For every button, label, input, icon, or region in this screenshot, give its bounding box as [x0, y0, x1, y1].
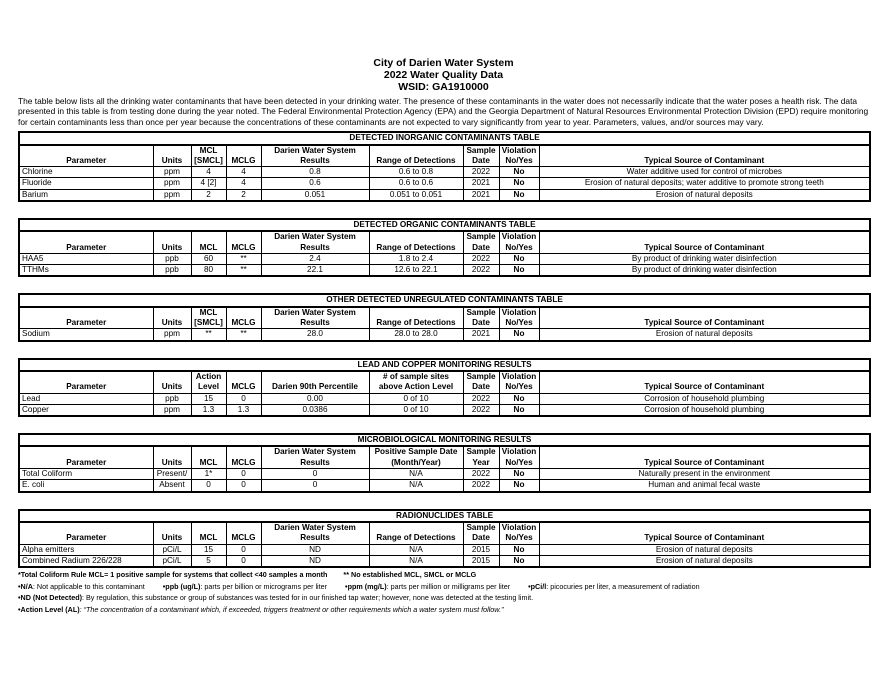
na-term: •N/A	[18, 581, 33, 591]
table-cell: No	[499, 393, 539, 404]
inorganic-table	[18, 131, 871, 202]
table-cell: 0	[261, 469, 369, 480]
column-header: Units	[153, 231, 191, 253]
column-header: Typical Source of Contaminant	[539, 145, 870, 167]
table-cell: TTHMs	[19, 265, 153, 277]
unregulated-table	[18, 293, 871, 341]
table-cell: 0.051	[261, 189, 369, 201]
table-cell: 0 of 10	[369, 404, 463, 416]
column-header: Violation No/Yes	[499, 307, 539, 329]
column-header: Violation No/Yes	[499, 446, 539, 468]
column-header: Darien Water System Results	[261, 446, 369, 468]
table-cell: 2021	[463, 189, 499, 201]
column-header: MCL [SMCL]	[191, 145, 226, 167]
column-header: Parameter	[19, 522, 153, 544]
table-cell: ppb	[153, 265, 191, 277]
table-cell: Combined Radium 226/228	[19, 555, 153, 567]
table-cell: 15	[191, 544, 226, 555]
table-cell: 2022	[463, 393, 499, 404]
column-header: Range of Detections	[369, 145, 463, 167]
table-cell: 0	[226, 480, 261, 492]
column-header: Parameter	[19, 307, 153, 329]
report-title	[18, 57, 869, 93]
column-header: Sample Year	[463, 446, 499, 468]
table-cell: 0.6 to 0.6	[369, 178, 463, 189]
table-cell: ppm	[153, 189, 191, 201]
column-header: Range of Detections	[369, 307, 463, 329]
na-definition: : Not applicable to this contaminant	[32, 581, 145, 591]
pci-term: •pCi/l	[528, 581, 547, 591]
table-cell: 2015	[463, 555, 499, 567]
table-title: DETECTED ORGANIC CONTAMINANTS TABLE	[19, 219, 870, 231]
table-cell: 0	[226, 469, 261, 480]
ppm-term: •ppm (mg/L)	[345, 581, 387, 591]
no-mcl-note: ** No established MCL, SMCL or MCLG	[343, 570, 477, 580]
column-header: Darien Water System Results	[261, 307, 369, 329]
table-cell: By product of drinking water disinfection	[539, 265, 870, 277]
footnote-line-2	[18, 581, 869, 593]
table-cell: No	[499, 167, 539, 178]
table-row	[19, 167, 870, 178]
table-row	[19, 329, 870, 341]
table-cell: N/A	[369, 469, 463, 480]
column-header: Units	[153, 307, 191, 329]
table-cell: 0.0386	[261, 404, 369, 416]
table-row	[19, 480, 870, 492]
al-term: •Action Level (AL)	[18, 604, 80, 614]
table-cell: No	[499, 404, 539, 416]
table-cell: By product of drinking water disinfection	[539, 253, 870, 264]
column-header-row	[19, 145, 870, 167]
lead-copper-table	[18, 358, 871, 417]
column-header: Parameter	[19, 231, 153, 253]
table-cell: 2.4	[261, 253, 369, 264]
table-cell: N/A	[369, 555, 463, 567]
report-page	[18, 57, 869, 616]
table-cell: Erosion of natural deposits; water additive to promote strong teeth	[539, 178, 870, 189]
table-cell: 0.00	[261, 393, 369, 404]
table-cell: Chlorine	[19, 167, 153, 178]
column-header: Violation No/Yes	[499, 231, 539, 253]
table-cell: **	[226, 265, 261, 277]
table-cell: ND	[261, 544, 369, 555]
table-cell: 2022	[463, 404, 499, 416]
column-header: Violation No/Yes	[499, 145, 539, 167]
ppb-definition: : parts per billion or micrograms per liter	[200, 581, 328, 591]
table-cell: ppm	[153, 178, 191, 189]
table-cell: 2021	[463, 329, 499, 341]
table-cell: ND	[261, 555, 369, 567]
table-cell: Human and animal fecal waste	[539, 480, 870, 492]
table-cell: 4	[191, 167, 226, 178]
table-title: MICROBIOLOGICAL MONITORING RESULTS	[19, 434, 870, 446]
table-cell: pCi/L	[153, 555, 191, 567]
column-header: Darien Water System Results	[261, 231, 369, 253]
microbiological-table	[18, 433, 871, 492]
table-cell: pCi/L	[153, 544, 191, 555]
table-row	[19, 253, 870, 264]
footnotes	[18, 569, 869, 615]
table-cell: 1.3	[191, 404, 226, 416]
table-cell: HAA5	[19, 253, 153, 264]
table-cell: Fluoride	[19, 178, 153, 189]
table-cell: Water additive used for control of microbes	[539, 167, 870, 178]
table-cell: 2022	[463, 480, 499, 492]
table-cell: No	[499, 329, 539, 341]
intro-paragraph: The table below lists all the drinking water contaminants that have been detected in your drinking water. The presence of these contaminants in the water does not necessarily indicate that the water poses a health risk. The data presented in this table is from testing done during the year noted. The Federal Environmental Protection Agency (EPA) and the Georgia Department of Natural Resources Environmental Protection Division (EPD) require monitoring for certain contaminants less than once per year because the concentrations of these contaminants are not expected to vary significantly from year to year. Parameters, values, and/or sources may vary.	[18, 96, 869, 127]
pci-definition: : picocuries per liter, a measurement of radiation	[546, 581, 700, 591]
table-cell: Lead	[19, 393, 153, 404]
table-row	[19, 265, 870, 277]
table-cell: Erosion of natural deposits	[539, 189, 870, 201]
table-cell: Naturally present in the environment	[539, 469, 870, 480]
table-title: DETECTED INORGANIC CONTAMINANTS TABLE	[19, 132, 870, 144]
table-cell: N/A	[369, 480, 463, 492]
column-header: MCL	[191, 446, 226, 468]
table-cell: 15	[191, 393, 226, 404]
column-header: Violation No/Yes	[499, 371, 539, 393]
table-title: OTHER DETECTED UNREGULATED CONTAMINANTS TABLE	[19, 294, 870, 306]
table-cell: ppm	[153, 167, 191, 178]
table-cell: No	[499, 265, 539, 277]
table-row	[19, 178, 870, 189]
table-cell: 22.1	[261, 265, 369, 277]
table-cell: Erosion of natural deposits	[539, 555, 870, 567]
column-header: Typical Source of Contaminant	[539, 446, 870, 468]
table-title: RADIONUCLIDES TABLE	[19, 510, 870, 522]
column-header-row	[19, 371, 870, 393]
column-header: # of sample sites above Action Level	[369, 371, 463, 393]
table-cell: Corrosion of household plumbing	[539, 404, 870, 416]
column-header: MCLG	[226, 145, 261, 167]
table-cell: 2022	[463, 265, 499, 277]
column-header: MCLG	[226, 307, 261, 329]
column-header: MCLG	[226, 522, 261, 544]
title-line-3: WSID: GA1910000	[398, 81, 489, 93]
table-cell: 1.3	[226, 404, 261, 416]
title-line-1: City of Darien Water System	[373, 57, 514, 69]
column-header: Darien Water System Results	[261, 145, 369, 167]
table-cell: 0	[191, 480, 226, 492]
column-header: MCLG	[226, 446, 261, 468]
table-row	[19, 404, 870, 416]
table-cell: Barium	[19, 189, 153, 201]
title-line-2: 2022 Water Quality Data	[383, 69, 504, 81]
table-cell: 0	[226, 544, 261, 555]
column-header-row	[19, 522, 870, 544]
table-row	[19, 393, 870, 404]
column-header: Action Level	[191, 371, 226, 393]
column-header: Sample Date	[463, 231, 499, 253]
column-header: Typical Source of Contaminant	[539, 371, 870, 393]
table-cell: 0	[226, 555, 261, 567]
table-cell: 2	[226, 189, 261, 201]
table-cell: 0	[226, 393, 261, 404]
column-header: Units	[153, 522, 191, 544]
table-cell: 1.8 to 2.4	[369, 253, 463, 264]
ppb-term: •ppb (ug/L)	[162, 581, 201, 591]
ppm-definition: : parts per million or milligrams per liter	[386, 581, 511, 591]
table-cell: Absent	[153, 480, 191, 492]
table-cell: **	[226, 329, 261, 341]
column-header: Parameter	[19, 371, 153, 393]
table-cell: No	[499, 555, 539, 567]
table-cell: Present/	[153, 469, 191, 480]
column-header: Range of Detections	[369, 231, 463, 253]
column-header-row	[19, 231, 870, 253]
table-cell: 28.0 to 28.0	[369, 329, 463, 341]
footnote-line-4	[18, 604, 869, 616]
table-cell: 4	[226, 167, 261, 178]
column-header: Sample Date	[463, 522, 499, 544]
table-cell: N/A	[369, 544, 463, 555]
table-cell: 5	[191, 555, 226, 567]
table-cell: No	[499, 544, 539, 555]
table-cell: No	[499, 178, 539, 189]
organic-table	[18, 218, 871, 277]
column-header: Typical Source of Contaminant	[539, 307, 870, 329]
table-cell: **	[226, 253, 261, 264]
column-header: MCL [SMCL]	[191, 307, 226, 329]
column-header: Units	[153, 446, 191, 468]
table-cell: ppb	[153, 393, 191, 404]
table-cell: 0 of 10	[369, 393, 463, 404]
table-cell: 4 [2]	[191, 178, 226, 189]
table-cell: 2015	[463, 544, 499, 555]
table-cell: Sodium	[19, 329, 153, 341]
column-header: Parameter	[19, 145, 153, 167]
table-cell: 2	[191, 189, 226, 201]
table-cell: ppb	[153, 253, 191, 264]
table-cell: 60	[191, 253, 226, 264]
table-cell: 2022	[463, 167, 499, 178]
table-cell: 0.6	[261, 178, 369, 189]
table-cell: ppm	[153, 329, 191, 341]
column-header: Units	[153, 145, 191, 167]
table-cell: Alpha emitters	[19, 544, 153, 555]
table-cell: 12.6 to 22.1	[369, 265, 463, 277]
column-header: Typical Source of Contaminant	[539, 231, 870, 253]
table-cell: 1*	[191, 469, 226, 480]
column-header: MCLG	[226, 371, 261, 393]
table-cell: Corrosion of household plumbing	[539, 393, 870, 404]
column-header: Units	[153, 371, 191, 393]
column-header: Range of Detections	[369, 522, 463, 544]
table-cell: No	[499, 189, 539, 201]
column-header: Darien Water System Results	[261, 522, 369, 544]
nd-definition: : By regulation, this substance or group of substances was tested for in our finished tap water; however, none was detected at the testing limit.	[82, 593, 534, 603]
table-cell: 2022	[463, 469, 499, 480]
table-row	[19, 544, 870, 555]
table-cell: 4	[226, 178, 261, 189]
table-cell: 0.6 to 0.8	[369, 167, 463, 178]
table-row	[19, 555, 870, 567]
table-cell: No	[499, 253, 539, 264]
table-cell: 80	[191, 265, 226, 277]
column-header: MCL	[191, 522, 226, 544]
table-cell: 0	[261, 480, 369, 492]
table-cell: E. coli	[19, 480, 153, 492]
column-header: Sample Date	[463, 307, 499, 329]
table-cell: **	[191, 329, 226, 341]
table-cell: 2021	[463, 178, 499, 189]
footnote-line-1	[18, 569, 869, 581]
coliform-note: *Total Coliform Rule MCL= 1 positive sample for systems that collect <40 samples a month	[18, 570, 328, 580]
table-cell: Erosion of natural deposits	[539, 329, 870, 341]
column-header: Violation No/Yes	[499, 522, 539, 544]
table-cell: 2022	[463, 253, 499, 264]
table-cell: Copper	[19, 404, 153, 416]
column-header: MCLG	[226, 231, 261, 253]
column-header: Sample Date	[463, 371, 499, 393]
nd-term: •ND (Not Detected)	[18, 593, 83, 603]
footnote-line-3	[18, 592, 869, 604]
table-row	[19, 469, 870, 480]
radionuclides-table	[18, 509, 871, 568]
table-cell: Total Coliform	[19, 469, 153, 480]
table-cell: 28.0	[261, 329, 369, 341]
column-header: MCL	[191, 231, 226, 253]
table-cell: No	[499, 469, 539, 480]
table-cell: Erosion of natural deposits	[539, 544, 870, 555]
table-cell: ppm	[153, 404, 191, 416]
table-cell: No	[499, 480, 539, 492]
column-header: Darien 90th Percentile	[261, 371, 369, 393]
column-header: Parameter	[19, 446, 153, 468]
table-cell: 0.051 to 0.051	[369, 189, 463, 201]
table-cell: 0.8	[261, 167, 369, 178]
column-header: Sample Date	[463, 145, 499, 167]
column-header: Positive Sample Date (Month/Year)	[369, 446, 463, 468]
column-header-row	[19, 446, 870, 468]
al-definition: : “The concentration of a contaminant which, if exceeded, triggers treatment or other requirements which a water system must follow.”	[79, 604, 504, 614]
table-title: LEAD AND COPPER MONITORING RESULTS	[19, 359, 870, 371]
column-header-row	[19, 307, 870, 329]
table-row	[19, 189, 870, 201]
column-header: Typical Source of Contaminant	[539, 522, 870, 544]
